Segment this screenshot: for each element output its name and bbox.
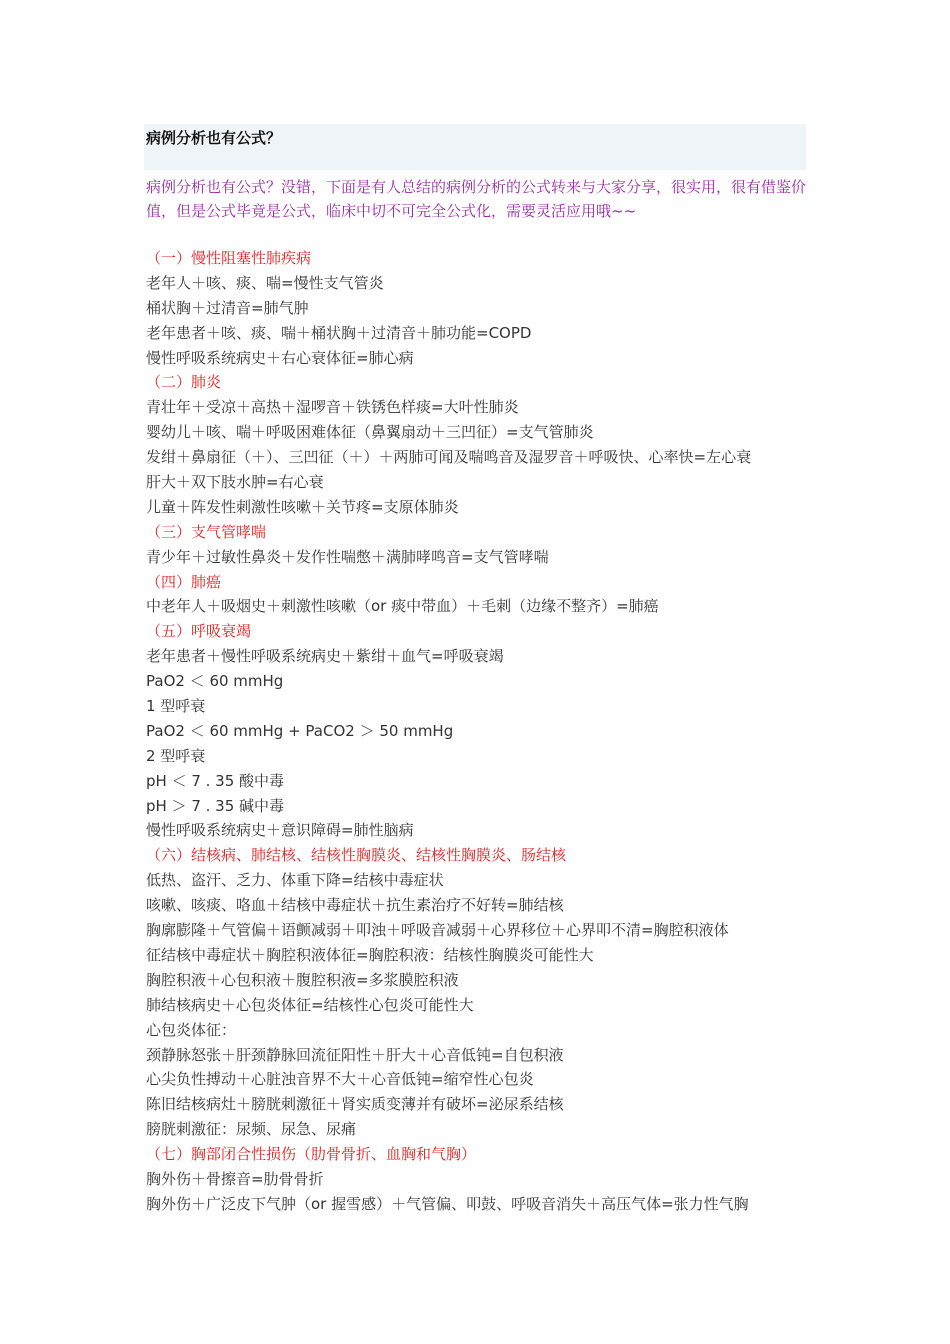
content-line: 桶状胸＋过清音=肺气肿 <box>146 298 309 317</box>
content-line: 征结核中毒症状＋胸腔积液体征=胸腔积液：结核性胸膜炎可能性大 <box>146 945 594 964</box>
section-heading: （二）肺炎 <box>146 373 222 392</box>
document-page <box>144 124 806 1217</box>
content-line: 颈静脉怒张＋肝颈静脉回流征阳性＋肝大＋心音低钝=自包积液 <box>146 1045 564 1064</box>
content-line: 胸腔积液＋心包积液＋腹腔积液=多浆膜腔积液 <box>146 970 459 989</box>
content-line: 儿童＋阵发性刺激性咳嗽＋关节疼=支原体肺炎 <box>146 497 459 516</box>
content-line: 婴幼儿＋咳、喘＋呼吸困难体征（鼻翼扇动＋三凹征）=支气管肺炎 <box>146 423 594 442</box>
content-line: 中老年人＋吸烟史＋刺激性咳嗽（or 痰中带血）＋毛刺（边缘不整齐）=肺癌 <box>146 597 659 616</box>
content-line: 肝大＋双下肢水肿=右心衰 <box>146 473 324 492</box>
content-line: 心尖负性搏动＋心脏浊音界不大＋心音低钝=缩窄性心包炎 <box>146 1070 534 1089</box>
content-line: 老年人＋咳、痰、喘=慢性支气管炎 <box>146 273 384 292</box>
document-title: 病例分析也有公式？ <box>146 129 282 147</box>
section-heading: （三）支气管哮喘 <box>146 522 267 541</box>
content-line: 低热、盗汗、乏力、体重下降=结核中毒症状 <box>146 871 444 890</box>
content-line: 2 型呼衰 <box>146 746 206 765</box>
content-line: 陈旧结核病灶＋膀胱刺激征＋肾实质变薄并有破坏=泌尿系结核 <box>146 1095 564 1114</box>
content-line: 心包炎体征： <box>146 1020 237 1039</box>
section-heading: （六）结核病、肺结核、结核性胸膜炎、结核性胸膜炎、肠结核 <box>146 846 567 865</box>
content-line: PaO2 ＜ 60 mmHg <box>146 672 284 691</box>
content-line: 膀胱刺激征：尿频、尿急、尿痛 <box>146 1120 357 1139</box>
content-line: 慢性呼吸系统病史＋意识障碍=肺性脑病 <box>146 821 414 840</box>
content-line: 胸廓膨隆＋气管偏＋语颤减弱＋叩浊＋呼吸音减弱＋心界移位＋心界叩不清=胸腔积液体 <box>146 921 729 940</box>
content-line: 肺结核病史＋心包炎体征=结核性心包炎可能性大 <box>146 995 474 1014</box>
content-line: 胸外伤＋广泛皮下气肿（or 握雪感）＋气管偏、叩鼓、呼吸音消失＋高压气体=张力性气胸 <box>146 1194 749 1213</box>
content-line: 发绀＋鼻扇征（＋）、三凹征（＋）＋两肺可闻及喘鸣音及湿罗音＋呼吸快、心率快=左心衰 <box>146 448 752 467</box>
section-heading: （一）慢性阻塞性肺疾病 <box>146 249 312 267</box>
content-line: 胸外伤＋骨擦音=肋骨骨折 <box>146 1169 324 1188</box>
content-lines <box>144 246 806 1217</box>
content-line: 1 型呼衰 <box>146 697 206 716</box>
section-heading: （五）呼吸衰竭 <box>146 622 252 641</box>
content-line: 慢性呼吸系统病史＋右心衰体征=肺心病 <box>146 348 414 367</box>
section-heading: （四）肺癌 <box>146 572 222 591</box>
section-heading: （七）胸部闭合性损伤（肋骨骨折、血胸和气胸） <box>146 1145 477 1164</box>
content-line: 咳嗽、咳痰、咯血＋结核中毒症状＋抗生素治疗不好转=肺结核 <box>146 896 564 915</box>
content-line: 青壮年＋受凉＋高热＋湿啰音＋铁锈色样痰=大叶性肺炎 <box>146 398 519 417</box>
content-line: 青少年＋过敏性鼻炎＋发作性喘憋＋满肺哮鸣音=支气管哮喘 <box>146 547 549 566</box>
content-line: 老年患者＋咳、痰、喘＋桶状胸＋过清音＋肺功能=COPD <box>146 323 532 342</box>
content-line: 老年患者＋慢性呼吸系统病史＋紫绀＋血气=呼吸衰竭 <box>146 647 504 666</box>
document-title-bar <box>144 124 806 170</box>
content-line: pH ＜ 7 . 35 酸中毒 <box>146 771 285 790</box>
content-line: pH ＞ 7 . 35 碱中毒 <box>146 796 285 815</box>
intro-paragraph: 病例分析也有公式？没错，下面是有人总结的病例分析的公式转来与大家分享，很实用，很有借鉴价值，但是公式毕竟是公式，临床中切不可完全公式化，需要灵活应用哦~~ <box>146 178 807 220</box>
content-line: PaO2 ＜ 60 mmHg + PaCO2 ＞ 50 mmHg <box>146 721 454 740</box>
